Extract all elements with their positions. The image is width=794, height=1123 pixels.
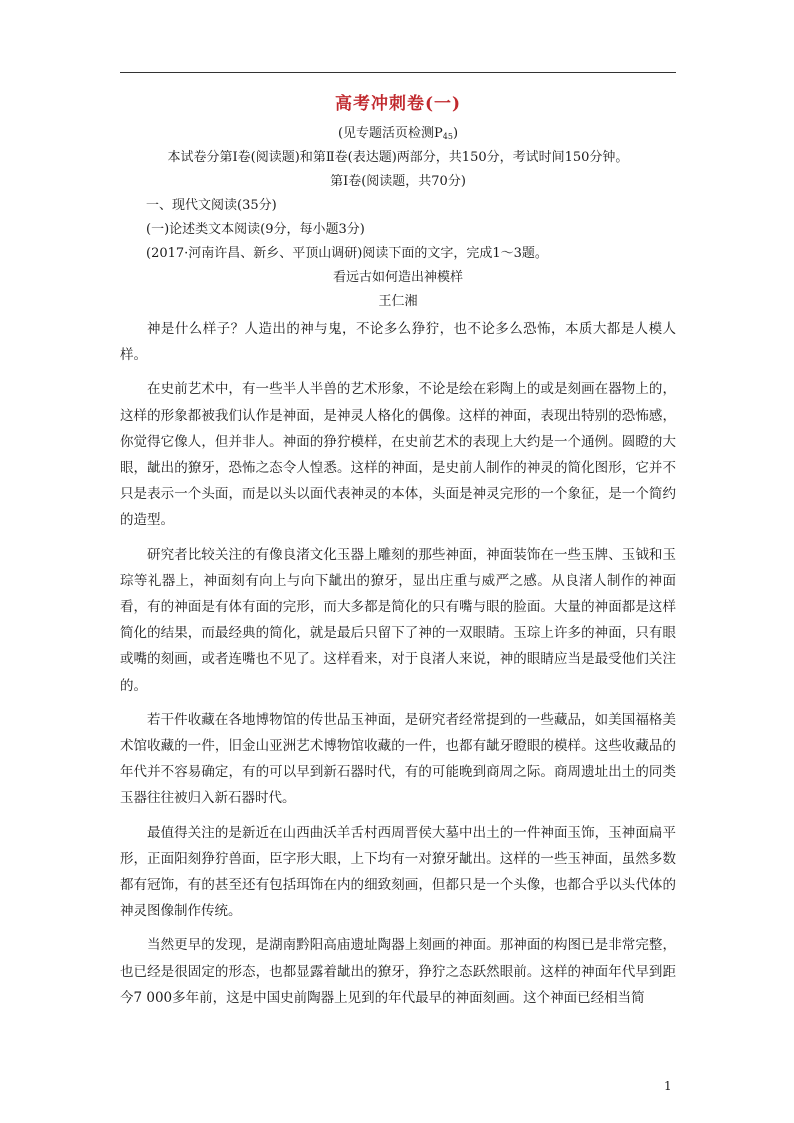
article-paragraph-4: 若干件收藏在各地博物馆的传世品玉神面，是研究者经常提到的一些藏品，如美国福格美术馆收藏的一件，旧金山亚洲艺术博物馆收藏的一件，也都有龇牙瞪眼的模样。这些收藏品的年代并不容易确定，有的可以早到新石器时代，有的可能晚到商周之际。商周遗址出土的同类玉器往往被归入新石器时代。 [120, 711, 676, 807]
header-rule [120, 72, 676, 73]
source-instruction: (2017·河南许昌、新乡、平顶山调研)阅读下面的文字，完成1～3题。 [146, 246, 548, 261]
article-paragraph-3: 研究者比较关注的有像良渚文化玉器上雕刻的那些神面，神面装饰在一些玉牌、玉钺和玉琮等礼器上，神面刻有向上与向下龇出的獠牙，显出庄重与威严之感。从良渚人制作的神面看，有的神面是有体有面的完形，而大多都是简化的只有嘴与眼的脸面。大量的神面都是这样简化的结果，而最经典的简化，就是最后只留下了神的一双眼睛。玉琮上许多的神面，只有眼或嘴的刻画，或者连嘴也不见了。这样看来，对于良渚人来说，神的眼睛应当是最受他们关注的。 [120, 546, 676, 694]
exam-intro: 本试卷分第Ⅰ卷(阅读题)和第Ⅱ卷(表达题)两部分，共150分，考试时间150分钟。 [167, 150, 629, 165]
subsection-heading: (一)论述类文本阅读(9分，每小题3分) [146, 222, 365, 237]
exam-title: 高考冲刺卷(一) [334, 94, 462, 114]
reference-note-page: 45 [442, 132, 453, 141]
reference-note-suffix: ) [452, 126, 459, 141]
article-paragraph-2: 在史前艺术中，有一些半人半兽的艺术形象，不论是绘在彩陶上的或是刻画在器物上的，这样的形象都被我们认作是神面，是神灵人格化的偶像。这样的神面，表现出特别的恐怖感，你觉得它像人，但并非人。神面的狰狞模样，在史前艺术的表现上大约是一个通例。圆瞪的大眼，龇出的獠牙，恐怖之态令人惶悉。这样的神面，是史前人制作的神灵的简化图形，它并不只是表示一个头面，而是以头以面代表神灵的本体，头面是神灵完形的一个象征，是一个简约的造型。 [120, 381, 676, 529]
article-paragraph-1: 神是什么样子？人造出的神与鬼，不论多么狰狞，也不论多么恐怖，本质大都是人模人样。 [120, 321, 676, 364]
part-title: 第Ⅰ卷(阅读题，共70分) [330, 174, 466, 189]
reference-note-prefix: (见专题活页检测P [337, 126, 443, 141]
article-title: 看远古如何造出神模样 [332, 270, 463, 285]
reference-note [120, 122, 676, 146]
article-author: 王仁湘 [378, 294, 418, 309]
article-paragraph-5: 最值得关注的是新近在山西曲沃羊舌村西周晋侯大墓中出土的一件神面玉饰，玉神面扁平形，正面阳刻狰狞兽面，臣字形大眼，上下均有一对獠牙龇出。这样的一些玉神面，虽然多数都有冠饰，有的甚至还有包括珥饰在内的细致刻画，但都只是一个头像，也都合乎以头代体的神灵图像制作传统。 [120, 824, 676, 920]
article-paragraph-6: 当然更早的发现，是湖南黔阳高庙遗址陶器上刻画的神面。那神面的构图已是非常完整，也已经是很固定的形态，也都显露着龇出的獠牙，狰狞之态跃然眼前。这样的神面年代早到距今7 000多年前，这是中国史前陶器上见到的年代最早的神面刻画。这个神面已经相当简 [120, 937, 676, 1006]
page-number: 1 [664, 1079, 672, 1093]
section-heading: 一、现代文阅读(35分) [146, 198, 277, 213]
exam-page [120, 92, 676, 1019]
